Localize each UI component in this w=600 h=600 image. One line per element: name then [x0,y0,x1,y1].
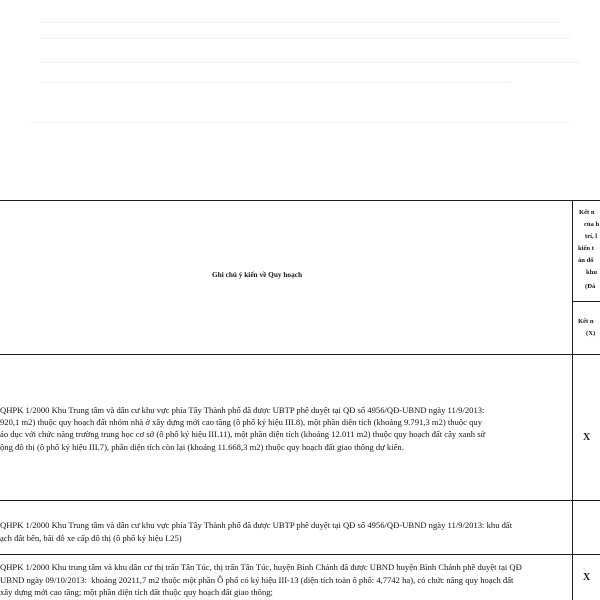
row-note-line: UBND ngày 09/10/2013: khoảng 20211,7 m2 thuộc một phần Ô phố có ký hiệu III-13 (diện tích toàn ô phố: 4,7742 ha), có chức năng quy hoạch đất [0,575,514,585]
result-title-line: trí, l [585,233,598,240]
header-bottom-border [0,354,600,355]
scan-artifact [40,22,560,23]
result-mark: X [583,572,591,583]
result-title-line: kiến t [578,245,594,252]
result-title-line: Kết n [579,209,595,216]
scan-artifact [40,62,580,63]
result-mark: X [583,432,591,443]
row-note-line: QHPK 1/2000 Khu Trung tâm và dân cư khu vực phía Tây Thành phố đã được UBTP phê duyệt tại QĐ số 4956/QĐ-UBND ngày 11/9/2013: khu đất [0,520,513,530]
result-subheader-line: Kết n [578,318,594,325]
scan-artifact [40,82,510,83]
row-note-line: 920,1 m2) thuộc quy hoạch đất nhóm nhà ở xây dựng mới cao tầng (ô phố ký hiệu III.8), một phần diện tích (khoảng 9.791,3 m2) thuộc quy [0,417,483,427]
row-note-line: ộng đô thị (ô phố ký hiệu III.7), phần diện tích còn lại (khoảng 11.668,3 m2) thuộc quy hoạch đất giao thông dự kiến. [0,442,404,452]
table-top-border [0,200,600,201]
row-note-line: ạch đất bến, bãi đỗ xe cấp đô thị (ô phố ký hiệu I.25) [0,533,182,543]
column-divider [572,200,573,600]
row-note-line: QHPK 1/2000 Khu trung tâm và khu dân cư thị trấn Tân Túc, thị trấn Tân Túc, huyện Bình Chánh đã được UBND huyện Bình Chánh phê duyệt tại QĐ [0,562,522,572]
result-subheader-divider [572,301,600,302]
note-column-title: Ghi chú ý kiến về Quy hoạch [212,270,303,279]
row-divider [0,554,600,555]
result-title-line: án đổ [578,257,594,264]
row-note-line: áo dục với chức năng trường trung học cơ sở (ô phố ký hiệu III.11), một phần diện tích (khoảng 12.011 m2) thuộc quy hoạch đất cây xanh sử [0,429,486,439]
result-subheader-line: (X) [586,330,596,337]
result-title-line: của h [584,221,600,228]
row-note-line: QHPK 1/2000 Khu Trung tâm và dân cư khu vực phía Tây Thành phố đã được UBTP phê duyệt tại QĐ số 4956/QĐ-UBND ngày 11/9/2013: [0,405,485,415]
scan-artifact [30,122,570,123]
row-note-line: xây dựng mới cao tầng; một phần diện tích đất thuộc quy hoạch đất giao thông; [0,587,273,597]
result-title-line: (Đá [585,283,596,290]
scan-artifact [40,38,570,39]
row-divider [0,500,600,501]
result-title-line: khu [586,269,598,276]
